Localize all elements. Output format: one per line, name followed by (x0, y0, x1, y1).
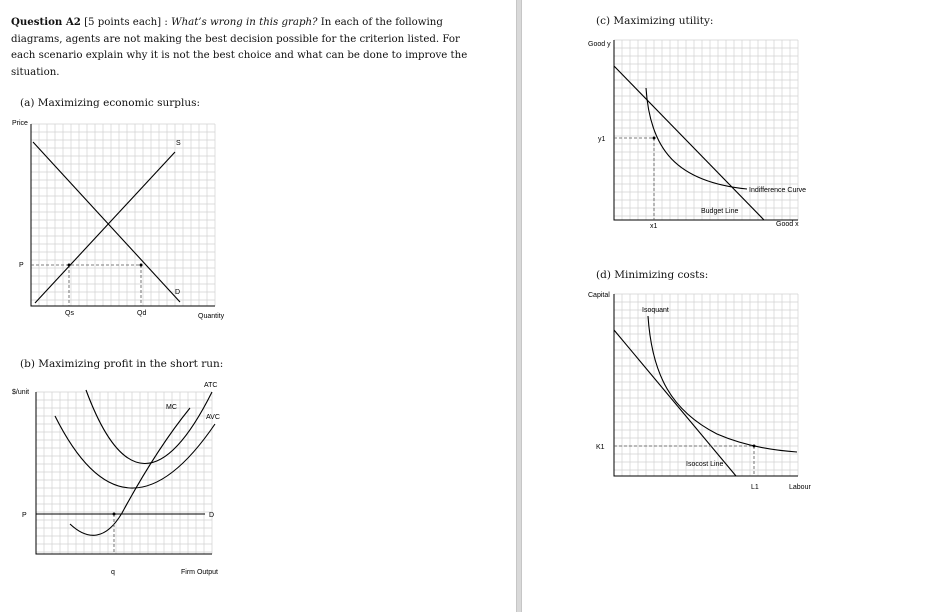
axis-label-firm-output: Firm Output (181, 569, 218, 576)
question-body: In each of the following diagrams, agents are not making the best decision possible for the criterion listed. For each scenario explain why it is not the best choice and what can be done to improve the situation. (11, 17, 468, 78)
axis-label-capital: Capital (588, 292, 610, 299)
question-prompt: What’s wrong in this graph? (171, 17, 318, 28)
label-x1: x1 (650, 223, 658, 230)
axis-label-unit: $/unit (12, 389, 30, 396)
label-avc: AVC (206, 414, 220, 421)
axis-label-price: Price (12, 120, 28, 127)
indifference-curve (646, 88, 747, 189)
label-q: q (111, 569, 115, 576)
right-page (522, 0, 932, 612)
label-p-a: P (19, 262, 24, 269)
label-isocost-line: Isocost Line (686, 461, 724, 468)
graph-cost-minimizing (522, 286, 822, 496)
graph-profit-short-run (0, 378, 240, 578)
caption-a: (a) Maximizing economic surplus: (20, 97, 201, 109)
question-title: Question A2 (11, 16, 81, 28)
label-isoquant: Isoquant (642, 307, 669, 314)
budget-line (614, 66, 764, 220)
caption-b: (b) Maximizing profit in the short run: (20, 358, 224, 370)
label-mc: MC (166, 404, 177, 411)
label-budget-line: Budget Line (701, 208, 739, 215)
label-qd: Qd (137, 310, 147, 317)
graph-economic-surplus (0, 112, 230, 322)
supply-curve (35, 152, 175, 303)
label-l1: L1 (751, 484, 759, 491)
label-y1: y1 (598, 136, 606, 143)
caption-d: (d) Minimizing costs: (596, 269, 709, 281)
axis-label-labour: Labour (789, 484, 811, 491)
question-colon: : (164, 17, 168, 28)
label-atc: ATC (204, 382, 218, 389)
label-s: S (176, 140, 181, 147)
question-text (11, 14, 481, 81)
grid-a (31, 124, 215, 306)
axes-a (31, 124, 215, 306)
avc-curve (55, 416, 215, 488)
label-qs: Qs (65, 310, 74, 317)
question-points: [5 points each] (84, 17, 162, 28)
label-k1: K1 (596, 444, 605, 451)
axis-label-good-x: Good x (776, 221, 799, 228)
label-p-b: P (22, 512, 27, 519)
caption-c: (c) Maximizing utility: (596, 15, 714, 27)
graph-utility (522, 30, 822, 230)
axis-label-quantity: Quantity (198, 313, 225, 320)
axis-label-good-y: Good y (588, 41, 611, 48)
label-indifference-curve: Indifference Curve (749, 187, 807, 194)
label-d-b: D (209, 512, 215, 519)
label-d: D (175, 289, 181, 296)
